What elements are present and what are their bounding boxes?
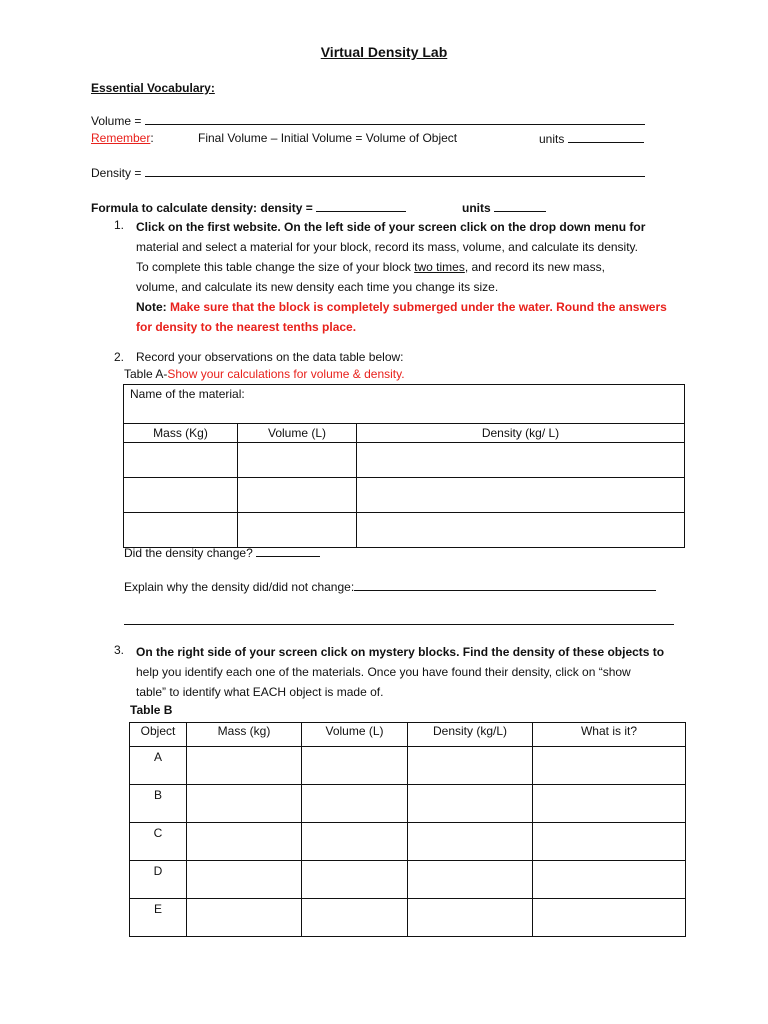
- explain-question: [124, 578, 656, 595]
- table-row: [130, 823, 686, 861]
- step1-line2: material and select a material for your block, record its mass, volume, and calculate its density.: [136, 240, 638, 254]
- table-b-cell[interactable]: [408, 747, 533, 785]
- table-a-cell[interactable]: [124, 443, 238, 478]
- table-a-header-density: Density (kg/ L): [357, 424, 685, 443]
- volume-answer-blank[interactable]: [145, 112, 645, 125]
- table-a-cell[interactable]: [238, 443, 357, 478]
- table-a-cell[interactable]: [238, 478, 357, 513]
- remember-units-line: [539, 130, 644, 147]
- table-row: [124, 478, 685, 513]
- step3-line1: On the right side of your screen click on mystery blocks. Find the density of these objects to: [136, 645, 665, 659]
- explain-blank[interactable]: [354, 578, 656, 591]
- table-b-header-mass: Mass (kg): [187, 723, 302, 747]
- explain-blank-line[interactable]: [124, 612, 674, 625]
- table-b-cell[interactable]: [187, 747, 302, 785]
- explain-label: Explain why the density did/did not change:: [124, 580, 355, 594]
- object-label: A: [130, 747, 187, 785]
- table-b-header-material: What is it?: [533, 723, 686, 747]
- table-b-caption: Table B: [130, 703, 173, 717]
- table-b-cell[interactable]: [408, 899, 533, 937]
- material-name-cell[interactable]: [124, 385, 685, 424]
- step1-number: 1.: [114, 218, 125, 232]
- table-b-cell[interactable]: [533, 747, 686, 785]
- table-row: [130, 747, 686, 785]
- volume-label: Volume =: [91, 114, 145, 128]
- formula-units-blank[interactable]: [494, 199, 546, 212]
- step1-instructions: [136, 217, 667, 337]
- table-b-cell[interactable]: [302, 823, 408, 861]
- step1-note: Note: Make sure that the block is completely submerged under the water. Round the answers: [136, 300, 667, 314]
- table-b-cell[interactable]: [302, 785, 408, 823]
- step3-line3: table” to identify what EACH object is made of.: [136, 685, 384, 699]
- remember-line: [91, 130, 154, 146]
- table-b-cell[interactable]: [187, 823, 302, 861]
- table-b-cell[interactable]: [533, 785, 686, 823]
- density-line: [91, 164, 645, 181]
- step1-line3: To complete this table change the size of your block two times, and record its new mass,: [136, 260, 605, 274]
- density-change-question: [124, 544, 320, 561]
- table-a-caption: [124, 366, 405, 382]
- remember-units-blank[interactable]: [568, 130, 644, 143]
- density-label: Density =: [91, 166, 145, 180]
- table-a-cell[interactable]: [357, 513, 685, 548]
- table-a-cell[interactable]: [357, 478, 685, 513]
- formula-units-label: units: [462, 201, 494, 215]
- table-row: [124, 443, 685, 478]
- table-a: [123, 384, 685, 548]
- table-b-cell[interactable]: [408, 785, 533, 823]
- table-row: [130, 861, 686, 899]
- density-change-blank[interactable]: [256, 544, 320, 557]
- page-title: Virtual Density Lab: [320, 44, 448, 60]
- object-label: E: [130, 899, 187, 937]
- table-row: [130, 785, 686, 823]
- table-b-header-object: Object: [130, 723, 187, 747]
- remember-label: Remember: [91, 131, 151, 145]
- step3-line2: help you identify each one of the materials. Once you have found their density, click on “show: [136, 665, 631, 679]
- remember-units-label: units: [539, 132, 568, 146]
- table-a-header-volume: Volume (L): [238, 424, 357, 443]
- density-answer-blank[interactable]: [145, 164, 645, 177]
- density-change-label: Did the density change?: [124, 546, 257, 560]
- table-b: [129, 722, 686, 937]
- table-a-cell[interactable]: [124, 513, 238, 548]
- vocab-heading: Essential Vocabulary:: [91, 81, 215, 95]
- table-a-header-mass: Mass (Kg): [124, 424, 238, 443]
- object-label: B: [130, 785, 187, 823]
- formula-line: [91, 199, 406, 216]
- table-b-header-density: Density (kg/L): [408, 723, 533, 747]
- table-b-cell[interactable]: [533, 823, 686, 861]
- table-b-cell[interactable]: [408, 861, 533, 899]
- object-label: D: [130, 861, 187, 899]
- object-label: C: [130, 823, 187, 861]
- step3-number: 3.: [114, 643, 125, 657]
- formula-label: Formula to calculate density: density =: [91, 201, 317, 215]
- table-b-cell[interactable]: [187, 899, 302, 937]
- material-name-label: Name of the material:: [130, 387, 245, 401]
- table-a-label: Table A-: [124, 367, 168, 381]
- table-b-cell[interactable]: [187, 861, 302, 899]
- step2-text: Record your observations on the data table below:: [136, 350, 404, 364]
- table-b-cell[interactable]: [302, 747, 408, 785]
- step1-line4: volume, and calculate its new density each time you change its size.: [136, 280, 499, 294]
- table-row: [130, 899, 686, 937]
- table-a-cell[interactable]: [238, 513, 357, 548]
- formula-density-blank[interactable]: [316, 199, 406, 212]
- step2-number: 2.: [114, 350, 125, 364]
- remember-formula: Final Volume – Initial Volume = Volume of Object: [198, 131, 458, 145]
- table-b-header-volume: Volume (L): [302, 723, 408, 747]
- table-b-cell[interactable]: [187, 785, 302, 823]
- table-row: [124, 513, 685, 548]
- table-a-instruction: Show your calculations for volume & density.: [167, 367, 405, 381]
- table-b-cell[interactable]: [408, 823, 533, 861]
- table-a-cell[interactable]: [357, 443, 685, 478]
- remember-colon: :: [150, 131, 154, 145]
- step1-note-cont: for density to the nearest tenths place.: [136, 320, 357, 334]
- volume-line: [91, 112, 645, 129]
- table-b-cell[interactable]: [302, 899, 408, 937]
- step1-line1: Click on the first website. On the left side of your screen click on the drop down menu for: [136, 220, 646, 234]
- table-a-cell[interactable]: [124, 478, 238, 513]
- table-b-cell[interactable]: [302, 861, 408, 899]
- table-b-cell[interactable]: [533, 899, 686, 937]
- table-b-cell[interactable]: [533, 861, 686, 899]
- step3-instructions: [136, 642, 664, 702]
- formula-units-line: [462, 199, 546, 216]
